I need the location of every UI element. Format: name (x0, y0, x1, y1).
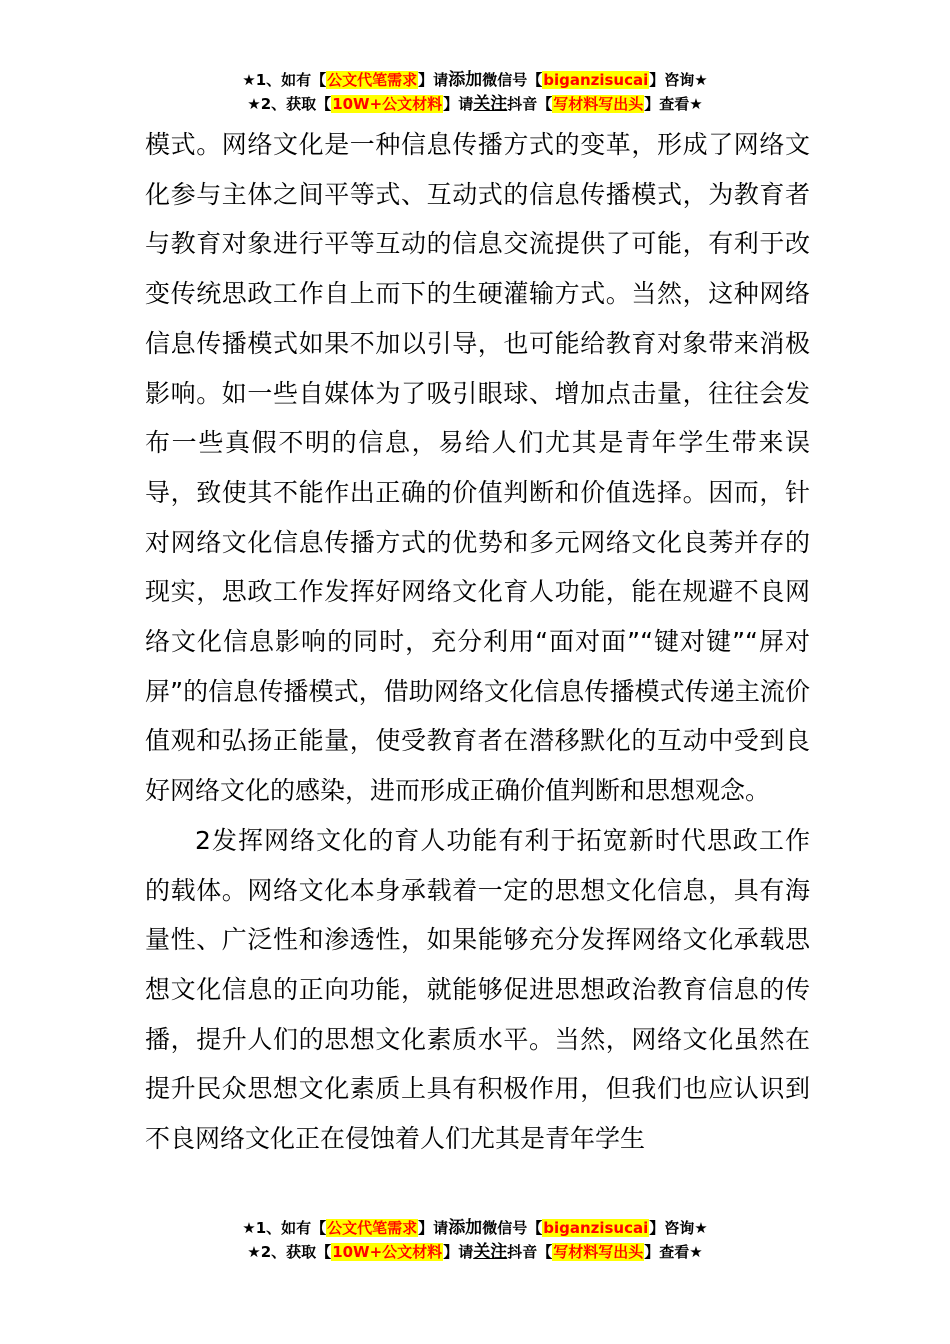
promo-text: 】请 (418, 71, 449, 89)
header-promo-banner (0, 68, 950, 116)
promo-highlight: 公文代笔需求 (327, 1219, 418, 1237)
promo-highlight: 公文代笔需求 (327, 71, 418, 89)
promo-text: 】请 (418, 1219, 449, 1237)
promo-line-1 (0, 1216, 950, 1240)
promo-douyin-id: 写材料写出头 (553, 1243, 644, 1261)
promo-text: ★2、获取【 (247, 1243, 332, 1261)
promo-highlight: 10W+公文材料 (332, 95, 443, 113)
promo-text: ★2、获取【 (247, 95, 332, 113)
promo-text: 抖音【 (507, 95, 553, 113)
promo-text: 】咨询★ (649, 1219, 708, 1237)
promo-text: 抖音【 (507, 1243, 553, 1261)
promo-text: ★1、如有【 (242, 71, 327, 89)
promo-highlight: 10W+公文材料 (332, 1243, 443, 1261)
promo-text: 微信号【 (482, 71, 543, 89)
promo-text: 微信号【 (482, 1219, 543, 1237)
promo-douyin-id: 写材料写出头 (553, 95, 644, 113)
promo-line-2 (0, 92, 950, 116)
document-body (145, 120, 810, 1164)
promo-text: 】请 (443, 1243, 474, 1261)
promo-emphasis: 关注 (473, 1242, 508, 1262)
promo-emphasis: 添加 (448, 1218, 483, 1238)
promo-text: 】查看★ (644, 95, 703, 113)
promo-wechat-id: biganzisucai (543, 1219, 649, 1237)
promo-text: 】请 (443, 95, 474, 113)
body-paragraph-1: 模式。网络文化是一种信息传播方式的变革，形成了网络文化参与主体之间平等式、互动式的信息传播模式，为教育者与教育对象进行平等互动的信息交流提供了可能，有利于改变传统思政工作自上而下的生硬灌输方式。当然，这种网络信息传播模式如果不加以引导，也可能给教育对象带来消极影响。如一些自媒体为了吸引眼球、增加点击量，往往会发布一些真假不明的信息，易给人们尤其是青年学生带来误导，致使其不能作出正确的价值判断和价值选择。因而，针对网络文化信息传播方式的优势和多元网络文化良莠并存的现实，思政工作发挥好网络文化育人功能，能在规避不良网络文化信息影响的同时，充分利用“面对面”“键对键”“屏对屏”的信息传播模式，借助网络文化信息传播模式传递主流价值观和弘扬正能量，使受教育者在潜移默化的互动中受到良好网络文化的感染，进而形成正确价值判断和思想观念。 (145, 130, 810, 806)
promo-wechat-id: biganzisucai (543, 71, 649, 89)
promo-emphasis: 关注 (473, 94, 508, 114)
promo-emphasis: 添加 (448, 70, 483, 90)
promo-text: ★1、如有【 (242, 1219, 327, 1237)
footer-promo-banner (0, 1216, 950, 1264)
promo-line-2 (0, 1240, 950, 1264)
promo-text: 】咨询★ (649, 71, 708, 89)
promo-text: 】查看★ (644, 1243, 703, 1261)
body-paragraph-2: 2发挥网络文化的育人功能有利于拓宽新时代思政工作的载体。网络文化本身承载着一定的思想文化信息，具有海量性、广泛性和渗透性，如果能够充分发挥网络文化承载思想文化信息的正向功能，就能够促进思想政治教育信息的传播，提升人们的思想文化素质水平。当然，网络文化虽然在提升民众思想文化素质上具有积极作用，但我们也应认识到不良网络文化正在侵蚀着人们尤其是青年学生 (145, 825, 810, 1154)
promo-line-1 (0, 68, 950, 92)
